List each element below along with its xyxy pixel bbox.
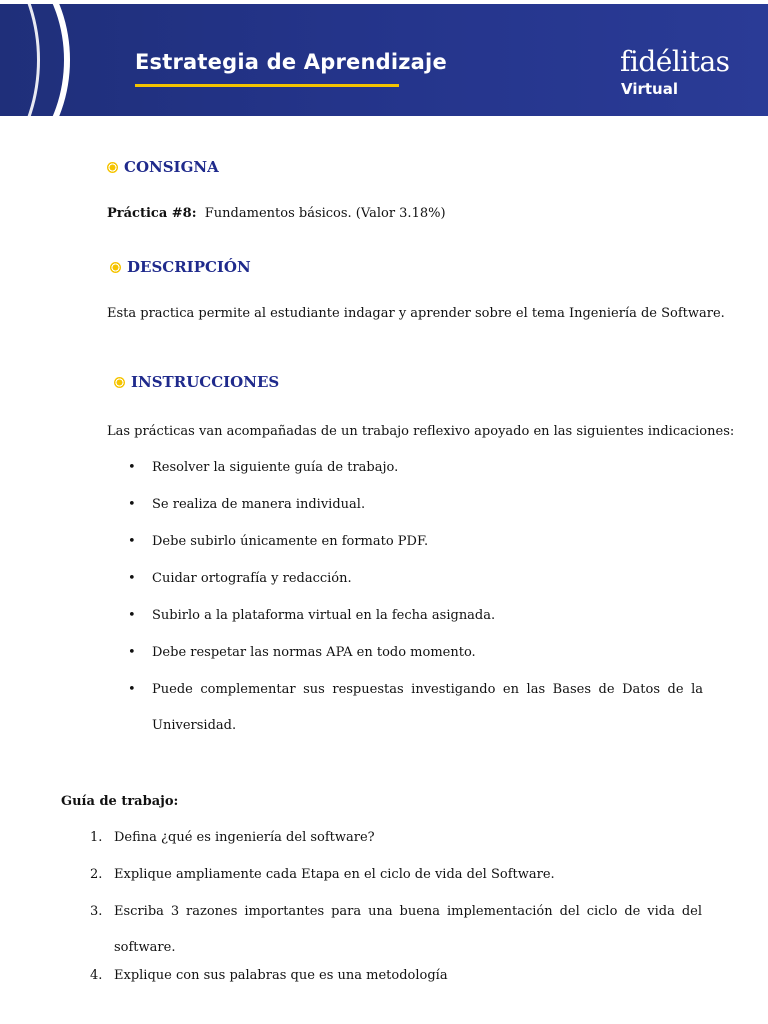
heading-bullet-icon — [114, 377, 125, 388]
instrucciones-heading — [114, 373, 279, 391]
consigna-text: Fundamentos básicos. (Valor 3.18%) — [204, 206, 446, 221]
guia-list — [90, 828, 702, 1003]
header-banner — [0, 0, 768, 116]
item-number: 1. — [90, 830, 103, 845]
banner-title-underline — [135, 84, 399, 87]
descripcion-heading — [110, 258, 251, 276]
guia-heading — [61, 793, 178, 811]
fidelitas-logo-virtual: Virtual — [621, 80, 678, 98]
item-number: 3. — [90, 904, 103, 919]
consigna-heading — [107, 158, 219, 176]
banner-arc-decoration — [0, 0, 70, 116]
list-item: • Debe respetar las normas APA en todo momento. — [128, 643, 703, 680]
numbered-item — [90, 828, 702, 865]
list-item: • Debe subirlo únicamente en formato PDF. — [128, 532, 703, 569]
item-text: Defina ¿qué es ingeniería del software? — [114, 830, 375, 845]
descripcion-heading-text: DESCRIPCIÓN — [127, 258, 251, 276]
list-item: • Puede complementar sus respuestas investigando en las Bases de Datos de la Universidad. — [128, 672, 703, 744]
item-number: 4. — [90, 968, 103, 983]
list-item: • Cuidar ortografía y redacción. — [128, 569, 703, 606]
numbered-item — [90, 894, 702, 966]
numbered-item — [90, 966, 702, 1003]
item-number: 2. — [90, 867, 103, 882]
instrucciones-intro: Las prácticas van acompañadas de un trabajo reflexivo apoyado en las siguientes indicaciones: — [107, 424, 735, 439]
item-text: Explique ampliamente cada Etapa en el ciclo de vida del Software. — [114, 867, 555, 882]
list-item: • Subirlo a la plataforma virtual en la fecha asignada. — [128, 606, 703, 643]
fidelitas-logo-wordmark: fidélitas — [620, 45, 730, 78]
banner-title: Estrategia de Aprendizaje — [135, 50, 447, 74]
consigna-heading-text: CONSIGNA — [124, 158, 219, 176]
consigna-label: Práctica #8: — [107, 206, 197, 221]
instrucciones-heading-text: INSTRUCCIONES — [131, 373, 280, 391]
item-text: Explique con sus palabras que es una metodología — [114, 968, 448, 983]
heading-bullet-icon — [110, 262, 121, 273]
descripcion-text: Esta practica permite al estudiante indagar y aprender sobre el tema Ingeniería de Software. — [107, 306, 725, 321]
list-item: • Se realiza de manera individual. — [128, 495, 703, 532]
consigna-line — [107, 205, 446, 223]
instrucciones-list — [128, 458, 703, 744]
banner-top-line — [0, 0, 768, 4]
guia-heading-text: Guía de trabajo: — [61, 794, 179, 809]
list-item: • Resolver la siguiente guía de trabajo. — [128, 458, 703, 495]
heading-bullet-icon — [107, 162, 118, 173]
item-text: Escriba 3 razones importantes para una buena implementación del ciclo de vida del software. — [114, 904, 702, 955]
